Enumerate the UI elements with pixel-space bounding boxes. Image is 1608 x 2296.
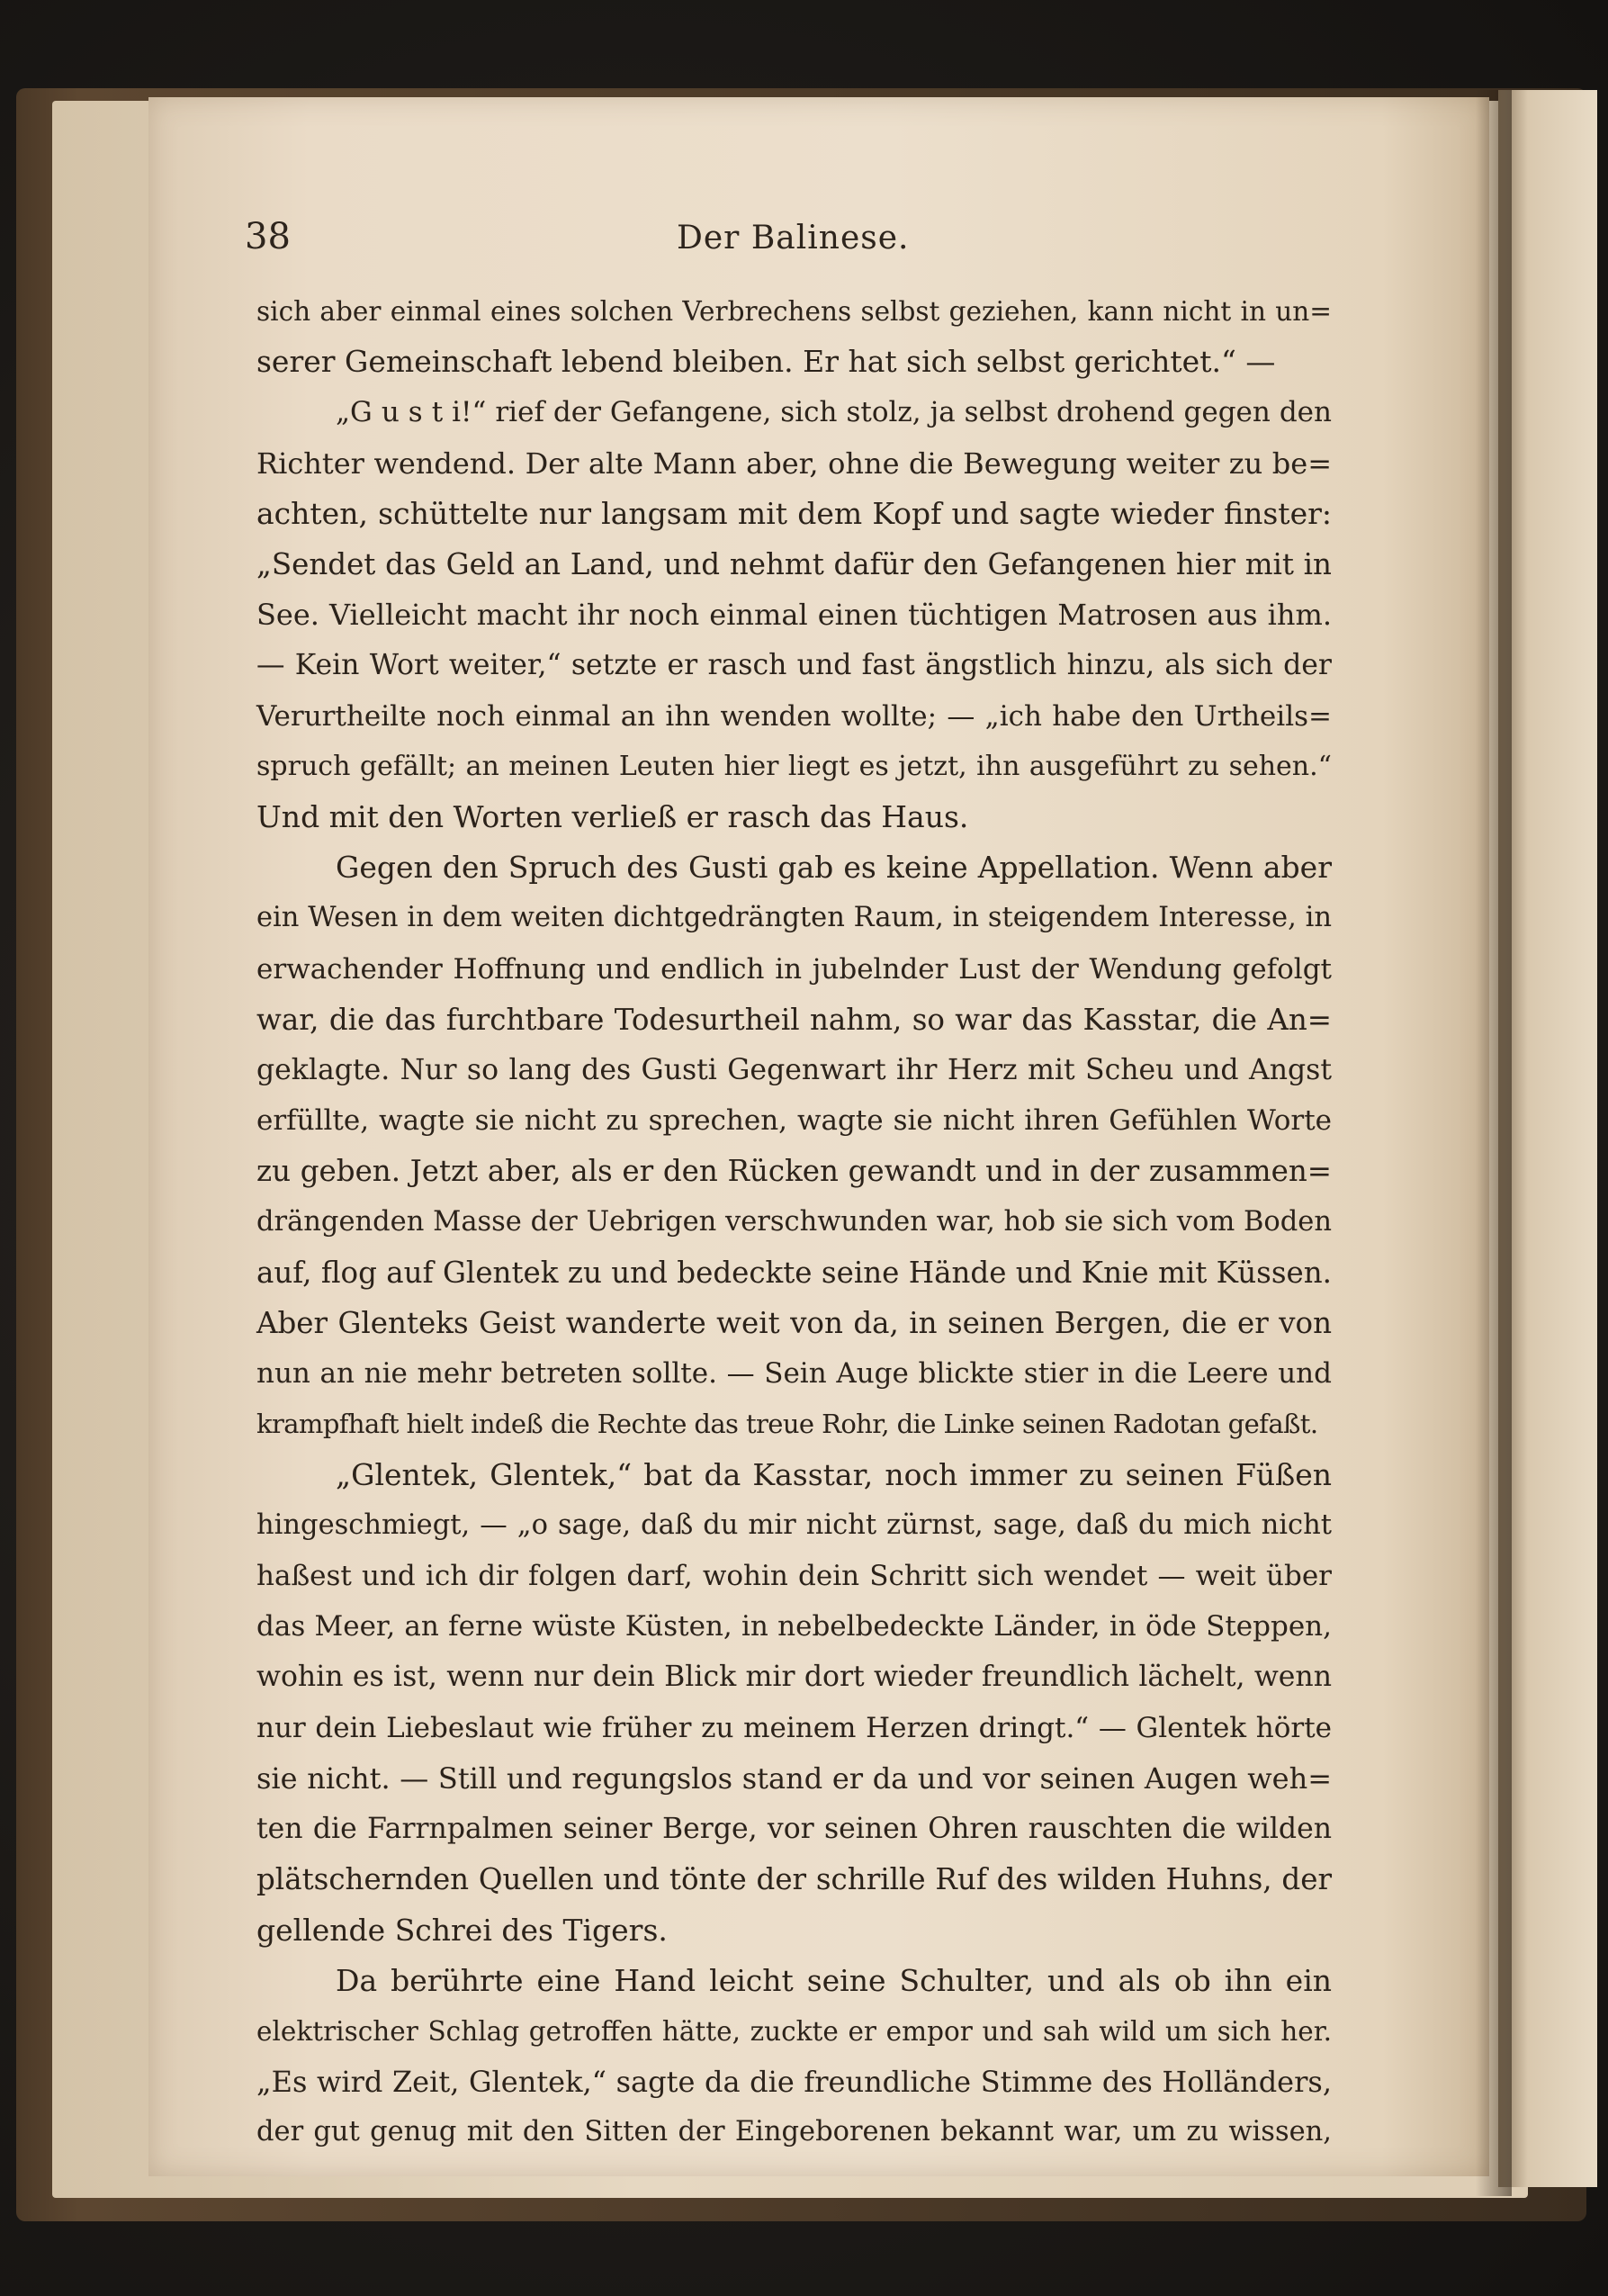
text-line: „Glentek, Glentek,“ bat da Kasstar, noch immer zu seinen Füßen — [336, 1456, 1332, 1492]
text-line: auf, flog auf Glentek zu und bedeckte seine Hände und Knie mit Küssen. — [256, 1255, 1332, 1290]
running-title: Der Balinese. — [677, 220, 910, 257]
text-line: „Sendet das Geld an Land, und nehmt dafür den Gefangenen hier mit in — [256, 547, 1332, 582]
text-line: ten die Farrnpalmen seiner Berge, vor seinen Ohren rauschten die wilden — [256, 1813, 1332, 1846]
text-line: plätschernden Quellen und tönte der schrille Ruf des wilden Huhns, der — [256, 1862, 1332, 1897]
text-line: sich aber einmal eines solchen Verbrechens selbst geziehen, kann nicht in un= — [256, 296, 1332, 327]
text-line: nur dein Liebeslaut wie früher zu meinem Herzen dringt.“ — Glentek hörte — [256, 1711, 1332, 1744]
page-number: 38 — [245, 216, 291, 257]
text-line: ein Wesen in dem weiten dichtgedrängten Raum, in steigendem Interesse, in — [256, 902, 1332, 934]
text-line: spruch gefällt; an meinen Leuten hier liegt es jetzt, ihn ausgeführt zu sehen.“ — [256, 750, 1332, 782]
text-line: nun an nie mehr betreten sollte. — Sein Auge blickte stier in die Leere und — [256, 1357, 1332, 1391]
text-line: zu geben. Jetzt aber, als er den Rücken gewandt und in der zusammen= — [256, 1154, 1332, 1189]
text-line: Gegen den Spruch des Gusti gab es keine Appellation. Wenn aber — [336, 850, 1332, 886]
text-line: krampfhaft hielt indeß die Rechte das treue Rohr, die Linke seinen Radotan gefaßt. — [256, 1409, 1318, 1440]
body-text — [256, 286, 1332, 2158]
text-line: gellende Schrei des Tigers. — [256, 1912, 668, 1948]
text-line: war, die das furchtbare Todesurtheil nahm, so war das Kasstar, die An= — [256, 1002, 1332, 1037]
text-line: Richter wendend. Der alte Mann aber, ohne die Bewegung weiter zu be= — [256, 446, 1332, 481]
text-line: — Kein Wort weiter,“ setzte er rasch und fast ängstlich hinzu, als sich der — [256, 649, 1332, 682]
text-line: hingeschmiegt, — „o sage, daß du mir nicht zürnst, sage, daß du mich nicht — [256, 1508, 1332, 1541]
page-header — [245, 216, 1356, 270]
text-line: erfüllte, wagte sie nicht zu sprechen, wagte sie nicht ihren Gefühlen Worte — [256, 1104, 1332, 1138]
gutter-shadow — [1476, 90, 1512, 2196]
text-line: haßest und ich dir folgen darf, wohin dein Schritt sich wendet — weit über — [256, 1560, 1332, 1593]
text-line: „G u s t i!“ rief der Gefangene, sich stolz, ja selbst drohend gegen den — [336, 396, 1332, 429]
text-line: serer Gemeinschaft lebend bleiben. Er hat sich selbst gerichtet.“ — — [256, 344, 1276, 380]
text-line: wohin es ist, wenn nur dein Blick mir dort wieder freundlich lächelt, wenn — [256, 1661, 1332, 1694]
text-line: achten, schüttelte nur langsam mit dem Kopf und sagte wieder finster: — [256, 495, 1332, 531]
text-line: Aber Glenteks Geist wanderte weit von da, in seinen Bergen, die er von — [256, 1306, 1332, 1341]
text-line: „Es wird Zeit, Glentek,“ sagte da die freundliche Stimme des Holländers, — [256, 2065, 1332, 2100]
text-line: geklagte. Nur so lang des Gusti Gegenwart ihr Herz mit Scheu und Angst — [256, 1054, 1332, 1087]
text-line: erwachender Hoffnung und endlich in jubelnder Lust der Wendung gefolgt — [256, 952, 1332, 986]
text-line: sie nicht. — Still und regungslos stand er da und vor seinen Augen weh= — [256, 1760, 1332, 1796]
text-line: drängenden Masse der Uebrigen verschwunden war, hob sie sich vom Boden — [256, 1205, 1332, 1238]
text-line: das Meer, an ferne wüste Küsten, in nebelbedeckte Länder, in öde Steppen, — [256, 1610, 1332, 1643]
facing-page-edge — [1498, 90, 1597, 2187]
text-line: elektrischer Schlag getroffen hätte, zuckte er empor und sah wild um sich her. — [256, 2015, 1332, 2047]
text-line: Verurtheilte noch einmal an ihn wenden wollte; — „ich habe den Urtheils= — [256, 699, 1332, 733]
text-line: der gut genug mit den Sitten der Eingeborenen bekannt war, um zu wissen, — [256, 2116, 1332, 2148]
text-line: Da berührte eine Hand leicht seine Schulter, und als ob ihn ein — [336, 1962, 1332, 1998]
text-line: See. Vielleicht macht ihr noch einmal einen tüchtigen Matrosen aus ihm. — [256, 598, 1332, 633]
text-line: Und mit den Worten verließ er rasch das Haus. — [256, 799, 969, 835]
